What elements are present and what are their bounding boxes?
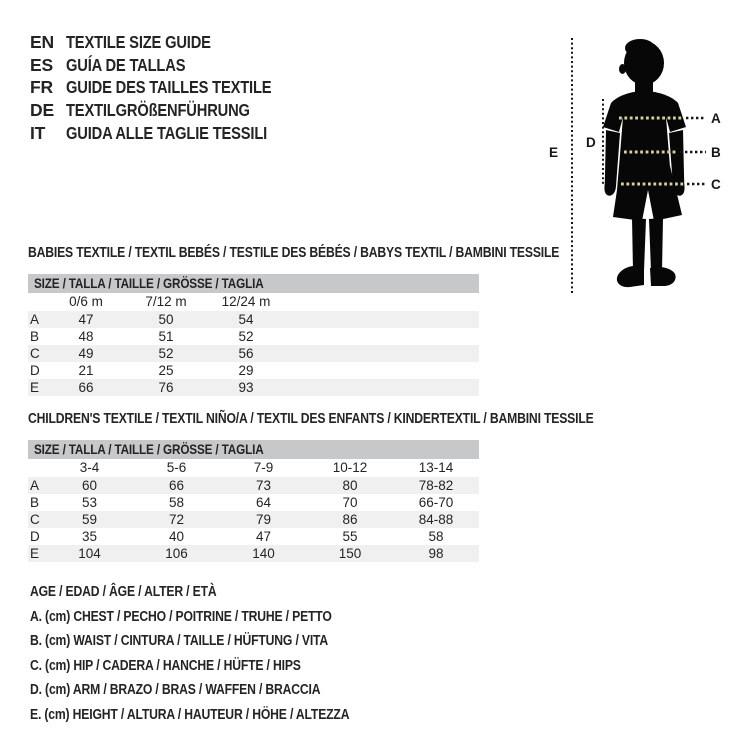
lang-code: EN — [30, 32, 54, 52]
cell: 54 — [206, 311, 286, 328]
lang-title: GUIDA ALLE TAGLIE TESSILI — [66, 122, 268, 143]
cell: 29 — [238, 363, 254, 378]
legend-line-arm: D. (cm) ARM / BRAZO / BRAS / WAFFEN / BRACCIA — [30, 682, 321, 698]
cell: 50 — [126, 311, 206, 328]
cell: 98 — [393, 545, 479, 562]
row-label: D — [30, 529, 40, 544]
cell: 76 — [126, 379, 206, 396]
cell: 47 — [255, 529, 272, 544]
cell: 40 — [168, 529, 185, 544]
row-label: C — [28, 511, 46, 528]
column-header: 13-14 — [418, 460, 454, 475]
measure-label-a: A — [711, 111, 721, 126]
legend-line-height: E. (cm) HEIGHT / ALTURA / HAUTEUR / HÖHE / ALTEZZA — [30, 706, 350, 723]
lang-row-en — [30, 31, 311, 54]
cell: 51 — [158, 329, 174, 344]
column-header: 10-12 — [332, 460, 368, 475]
cell: 140 — [220, 545, 307, 562]
cell: 60 — [46, 477, 133, 494]
row-label: C — [28, 345, 46, 362]
lang-title: TEXTILE SIZE GUIDE — [66, 32, 211, 52]
table-row — [28, 511, 479, 528]
cell: 56 — [206, 345, 286, 362]
cell: 66 — [46, 379, 126, 396]
cell: 58 — [168, 495, 185, 510]
legend-age-line: AGE / EDAD / ÂGE / ALTER / ETÀ — [30, 584, 217, 600]
lang-code: DE — [30, 100, 54, 121]
cell: 66-70 — [418, 495, 454, 510]
cell: 53 — [81, 495, 98, 510]
size-header-bar: SIZE / TALLA / TAILLE / GRÖSSE / TAGLIA — [28, 274, 479, 293]
children-section-title: CHILDREN'S TEXTILE / TEXTIL NIÑO/A / TEXTIL DES ENFANTS / KINDERTEXTIL / BAMBINI TESSILE — [28, 411, 594, 427]
cell: 150 — [307, 545, 393, 562]
cell: 106 — [133, 545, 220, 562]
row-label: E — [28, 379, 46, 396]
cell: 79 — [220, 511, 307, 528]
cell: 70 — [342, 495, 358, 510]
lang-title: GUÍA DE TALLAS — [66, 54, 186, 75]
cell: 66 — [133, 477, 220, 494]
cell: 35 — [81, 529, 98, 544]
lang-row-es — [30, 54, 311, 77]
row-label: D — [30, 363, 40, 378]
lang-code: ES — [30, 54, 53, 75]
column-header-row — [28, 293, 479, 311]
cell: 48 — [78, 329, 94, 344]
cell: 64 — [255, 495, 272, 510]
row-label: B — [30, 329, 40, 344]
row-label: A — [28, 477, 46, 494]
table-row — [28, 494, 479, 511]
cell: 104 — [46, 545, 133, 562]
cell: 93 — [206, 379, 286, 396]
column-header: 7/12 m — [145, 294, 187, 309]
size-header-bar: SIZE / TALLA / TAILLE / GRÖSSE / TAGLIA — [28, 440, 479, 459]
cell: 73 — [220, 477, 307, 494]
column-header: 12/24 m — [221, 294, 271, 309]
cell: 59 — [46, 511, 133, 528]
row-label: B — [30, 495, 40, 510]
column-header: 0/6 m — [69, 294, 103, 309]
lang-code: IT — [30, 122, 46, 143]
lang-row-fr — [30, 76, 311, 99]
babies-size-table — [28, 274, 479, 396]
cell: 25 — [158, 363, 174, 378]
measure-label-d: D — [586, 135, 596, 150]
lang-title: TEXTILGRÖßENFÜHRUNG — [66, 100, 250, 121]
babies-section-title: BABIES TEXTILE / TEXTIL BEBÉS / TESTILE DES BÉBÉS / BABYS TEXTIL / BAMBINI TESSILE — [28, 245, 560, 261]
cell: 78-82 — [393, 477, 479, 494]
table-row — [28, 311, 479, 328]
table-row — [28, 328, 479, 345]
legend-line-chest: A. (cm) CHEST / PECHO / POITRINE / TRUHE / PETTO — [30, 608, 332, 625]
table-row — [28, 528, 479, 545]
row-label: A — [28, 311, 46, 328]
table-row — [28, 345, 479, 362]
cell: 58 — [428, 529, 444, 544]
measurement-legend — [30, 580, 410, 727]
lang-code: FR — [30, 77, 53, 98]
table-row — [28, 477, 479, 494]
cell: 86 — [307, 511, 393, 528]
cell: 21 — [78, 363, 94, 378]
cell: 80 — [307, 477, 393, 494]
lang-row-de — [30, 99, 311, 122]
cell: 55 — [342, 529, 358, 544]
lang-title: GUIDE DES TAILLES TEXTILE — [66, 77, 272, 98]
column-header: 3-4 — [79, 460, 100, 475]
cell: 47 — [46, 311, 126, 328]
cell: 49 — [46, 345, 126, 362]
lang-row-it — [30, 122, 311, 145]
cell: 52 — [126, 345, 206, 362]
column-header-row — [28, 459, 479, 477]
table-row — [28, 362, 479, 379]
children-size-table — [28, 440, 479, 562]
column-header: 7-9 — [253, 460, 274, 475]
cell: 84-88 — [393, 511, 479, 528]
measure-label-b: B — [711, 145, 721, 160]
measure-label-c: C — [711, 177, 721, 192]
cell: 72 — [133, 511, 220, 528]
measure-label-e: E — [549, 145, 559, 160]
cell: 52 — [238, 329, 254, 344]
row-label: E — [28, 545, 46, 562]
legend-line-hip: C. (cm) HIP / CADERA / HANCHE / HÜFTE / HIPS — [30, 657, 301, 674]
table-row — [28, 379, 479, 396]
legend-line-waist: B. (cm) WAIST / CINTURA / TAILLE / HÜFTUNG / VITA — [30, 633, 329, 649]
table-row — [28, 545, 479, 562]
language-title-list — [30, 31, 311, 145]
column-header: 5-6 — [166, 460, 187, 475]
